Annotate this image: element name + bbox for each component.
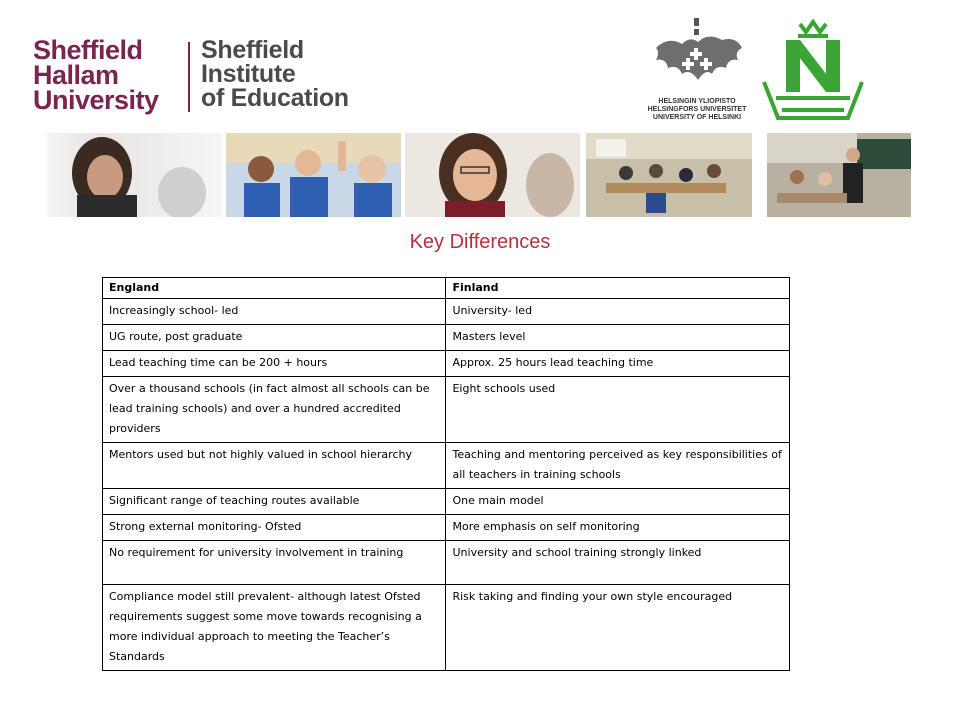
helsinki-name	[638, 98, 756, 122]
finland-cell: Teaching and mentoring perceived as key responsibilities of all teachers in training schools	[446, 443, 790, 489]
institute-line-3: of Education	[201, 84, 349, 112]
university-of-helsinki-logo	[638, 18, 756, 128]
england-cell: Mentors used but not highly valued in school hierarchy	[103, 443, 446, 489]
page-title: Key Differences	[409, 231, 551, 253]
finland-cell: University- led	[446, 299, 790, 325]
crest-icon	[760, 18, 866, 126]
england-cell: Lead teaching time can be 200 + hours	[103, 351, 446, 377]
shu-divider	[188, 42, 190, 112]
helsinki-line-1: HELSINGIN YLIOPISTO	[658, 98, 736, 105]
shu-line-3: University	[33, 85, 159, 115]
finland-cell: Eight schools used	[446, 377, 790, 443]
photo-student-girl	[47, 133, 222, 217]
shu-institute-name	[201, 38, 349, 110]
table-row	[103, 299, 790, 325]
header-england: England	[103, 278, 446, 299]
photo-children-classroom	[226, 133, 401, 217]
photo-classroom-group	[586, 133, 752, 217]
photo-smiling-girl	[405, 133, 580, 217]
helsinki-flame-icon	[638, 18, 756, 98]
shu-line-2: Hallam	[33, 60, 119, 90]
table-row	[103, 541, 790, 585]
shu-university-name	[33, 35, 159, 115]
finland-cell: University and school training strongly linked	[446, 541, 790, 585]
helsinki-line-2: HELSINGFORS UNIVERSITET	[647, 106, 747, 113]
photo-teacher-helping	[767, 133, 911, 217]
england-cell: No requirement for university involvement in training	[103, 541, 446, 585]
table-row	[103, 325, 790, 351]
table-row	[103, 515, 790, 541]
finland-cell: More emphasis on self monitoring	[446, 515, 790, 541]
table-row	[103, 585, 790, 671]
table-row	[103, 377, 790, 443]
england-cell: Increasingly school- led	[103, 299, 446, 325]
finland-cell: Masters level	[446, 325, 790, 351]
shu-line-1: Sheffield	[33, 35, 143, 65]
table-row	[103, 489, 790, 515]
england-cell: Significant range of teaching routes available	[103, 489, 446, 515]
institute-line-1: Sheffield	[201, 36, 304, 64]
table-row	[103, 443, 790, 489]
finland-cell: Approx. 25 hours lead teaching time	[446, 351, 790, 377]
n-crest-logo	[760, 18, 866, 126]
england-cell: Compliance model still prevalent- although latest Ofsted requirements suggest some move towards recognising a more individual approach to meeting the Teacher’s Standards	[103, 585, 446, 671]
finland-cell: One main model	[446, 489, 790, 515]
finland-cell: Risk taking and finding your own style encouraged	[446, 585, 790, 671]
england-cell: Over a thousand schools (in fact almost all schools can be lead training schools) and over a hundred accredited providers	[103, 377, 446, 443]
helsinki-line-3: UNIVERSITY OF HELSINKI	[652, 114, 742, 121]
england-cell: Strong external monitoring- Ofsted	[103, 515, 446, 541]
england-cell: UG route, post graduate	[103, 325, 446, 351]
header-finland: Finland	[446, 278, 790, 299]
table-row	[103, 351, 790, 377]
sheffield-hallam-logo	[33, 35, 353, 120]
comparison-table	[102, 277, 790, 671]
institute-line-2: Institute	[201, 60, 296, 88]
table-header-row	[103, 278, 790, 299]
